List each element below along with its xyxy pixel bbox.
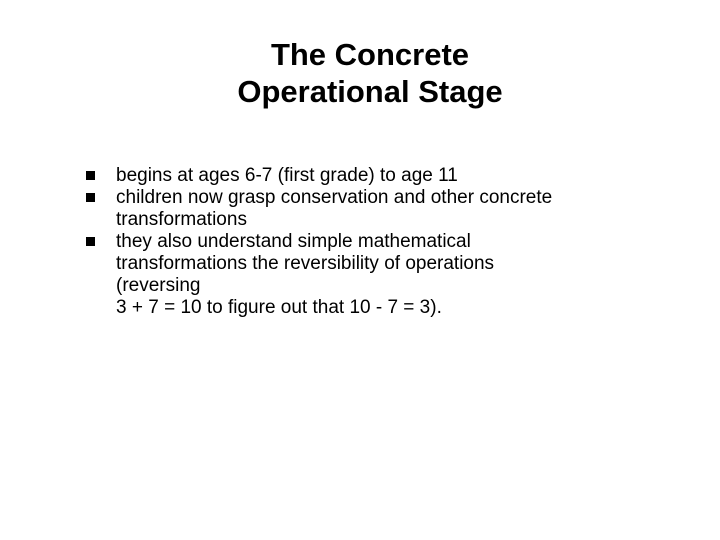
bullet-3-line-1: they also understand simple mathematical — [116, 231, 471, 252]
bullet-1-line-1: begins at ages 6-7 (first grade) to age 11 — [116, 165, 458, 186]
bullet-list — [86, 165, 646, 319]
slide-title-line-1: The Concrete — [270, 37, 470, 72]
square-bullet-icon — [86, 171, 95, 180]
bullet-3-line-4: 3 + 7 = 10 to figure out that 10 - 7 = 3). — [116, 297, 442, 318]
bullet-item-conservation — [86, 187, 646, 231]
bullet-3-line-2: transformations the reversibility of operations — [116, 253, 495, 274]
bullet-item-mathematics — [86, 231, 646, 319]
bullet-2-line-1: children now grasp conservation and other concrete — [116, 187, 553, 208]
bullet-2-line-2: transformations — [116, 209, 247, 230]
slide-title-line-2: Operational Stage — [237, 74, 503, 109]
bullet-item-ages — [86, 165, 646, 187]
bullet-3-line-3: (reversing — [116, 275, 201, 296]
square-bullet-icon — [86, 193, 95, 202]
square-bullet-icon — [86, 237, 95, 246]
slide-title — [60, 36, 680, 110]
